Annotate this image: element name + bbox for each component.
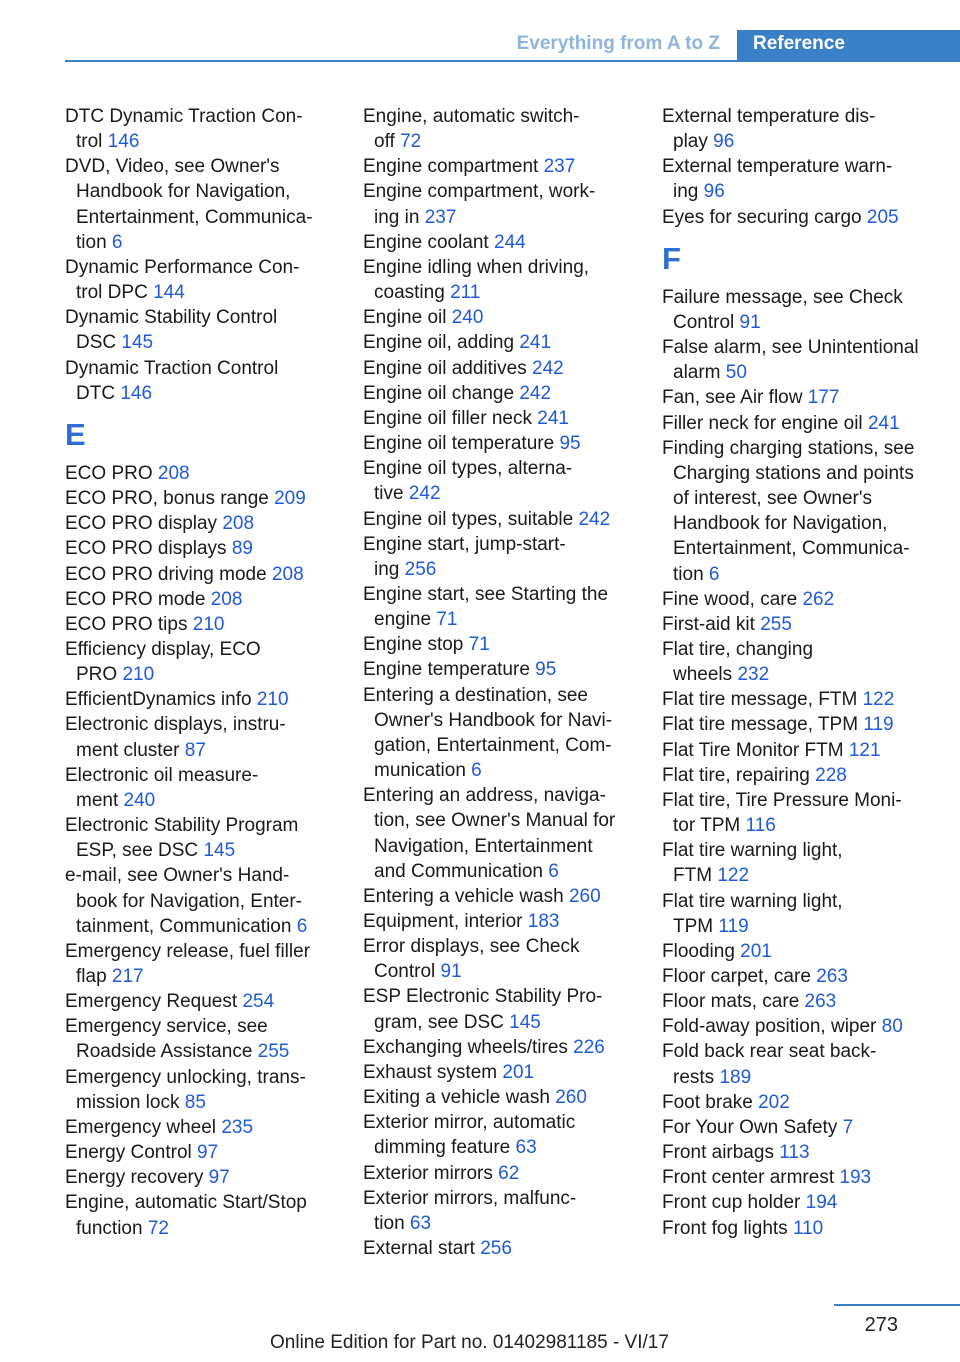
page-reference-link[interactable]: 80 <box>881 1016 903 1038</box>
index-entry: Front airbags 113 <box>662 1142 810 1164</box>
index-entry: ECO PRO driving mode 208 <box>65 563 304 585</box>
index-entry: DVD, Video, see Owner's Handbook for Navigation, Entertainment, Communica- tion 6 <box>65 156 313 253</box>
page-reference-link[interactable]: 121 <box>848 739 881 761</box>
page-reference-link[interactable]: 113 <box>779 1142 810 1164</box>
index-entry: Flat tire, Tire Pressure Moni- tor TPM 116 <box>662 789 902 837</box>
page-reference-link[interactable]: 244 <box>494 231 526 253</box>
edition-note: Online Edition for Part no. 01402981185 - VI/17 <box>270 1332 669 1353</box>
page-reference-link[interactable]: 145 <box>509 1011 541 1033</box>
index-entry: For Your Own Safety 7 <box>662 1116 854 1138</box>
page-reference-link[interactable]: 260 <box>555 1087 587 1109</box>
page-reference-link[interactable]: 205 <box>866 206 899 228</box>
page-reference-link[interactable]: 242 <box>408 483 441 505</box>
page-reference-link[interactable]: 183 <box>527 911 560 932</box>
index-entry: Error displays, see Check Control 91 <box>363 936 580 983</box>
index-entry: ECO PRO displays 89 <box>65 538 253 560</box>
page-reference-link[interactable]: 210 <box>192 613 225 635</box>
page-reference-link[interactable]: 189 <box>719 1066 752 1088</box>
index-entry: Equipment, interior 183 <box>363 911 560 932</box>
page-reference-link[interactable]: 262 <box>802 588 835 610</box>
index-entry: Fold back rear seat back- rests 189 <box>662 1041 877 1088</box>
header-chapter-tab: Reference <box>737 30 960 60</box>
page-reference-link[interactable]: 255 <box>760 613 792 635</box>
page-reference-link[interactable]: 208 <box>271 563 304 585</box>
index-entry: Entering a vehicle wash 260 <box>363 885 601 907</box>
page-reference-link[interactable]: 144 <box>153 282 185 304</box>
index-entry: Flat tire message, TPM 119 <box>662 714 894 736</box>
index-entry: Floor mats, care 263 <box>662 991 837 1013</box>
index-entry: Engine stop 71 <box>363 634 490 656</box>
page-reference-link[interactable]: 208 <box>157 462 190 484</box>
index-entry: External start 256 <box>363 1238 512 1260</box>
index-entry: Engine oil types, suitable 242 <box>363 508 611 530</box>
page-reference-link[interactable]: 228 <box>815 764 847 786</box>
page-reference-link[interactable]: 242 <box>578 508 611 530</box>
index-entry: Foot brake 202 <box>662 1091 790 1113</box>
page-number: 273 <box>864 1314 898 1336</box>
index-entry: Failure message, see Check Control 91 <box>662 286 903 333</box>
index-entry: Engine oil filler neck 241 <box>363 407 569 429</box>
index-entry: Engine compartment, work- ing in 237 <box>363 181 596 228</box>
page-reference-link[interactable]: 201 <box>502 1061 535 1083</box>
page-reference-link[interactable]: 89 <box>231 538 253 560</box>
index-entry: Flat tire warning light, TPM 119 <box>662 890 843 937</box>
page-reference-link[interactable]: 97 <box>208 1167 230 1189</box>
page-reference-link[interactable]: 242 <box>532 357 564 379</box>
page-reference-link[interactable]: 72 <box>147 1217 169 1239</box>
index-entry: e-mail, see Owner's Hand- book for Navigation, Enter- tainment, Communication 6 <box>65 865 308 937</box>
index-entry: Exterior mirrors 62 <box>363 1162 520 1184</box>
page-reference-link[interactable]: 116 <box>745 815 776 837</box>
index-entry: Dynamic Stability Control DSC 145 <box>65 307 278 354</box>
index-entry: Engine oil temperature 95 <box>363 433 581 455</box>
page-reference-link[interactable]: 122 <box>717 865 750 887</box>
page-reference-link[interactable]: 96 <box>713 131 735 153</box>
page-reference-link[interactable]: 208 <box>210 588 243 610</box>
index-entry: Fine wood, care 262 <box>662 588 835 610</box>
index-entry: Energy Control 97 <box>65 1142 219 1164</box>
index-entry: Floor carpet, care 263 <box>662 966 848 987</box>
index-entry: First-aid kit 255 <box>662 613 792 635</box>
page-reference-link[interactable]: 96 <box>703 181 725 203</box>
header-rule <box>65 60 960 62</box>
page-reference-link[interactable]: 146 <box>120 382 153 404</box>
index-column-1 <box>65 104 350 1241</box>
index-entry: Flat tire, repairing 228 <box>662 764 847 786</box>
index-entry: False alarm, see Unintentional alarm 50 <box>662 337 919 384</box>
index-entry: Engine oil change 242 <box>363 382 552 404</box>
page-reference-link[interactable]: 211 <box>450 282 481 304</box>
index-entry: Exchanging wheels/tires 226 <box>363 1036 605 1058</box>
index-entry: Flat tire, changing wheels 232 <box>662 638 814 686</box>
header-section-title: Everything from A to Z <box>516 33 720 54</box>
footer-rule <box>834 1304 960 1306</box>
index-entry: Emergency Request 254 <box>65 991 275 1013</box>
index-entry: Entering an address, naviga- tion, see Owner's Manual for Navigation, Entertainment and Communication 6 <box>363 785 616 882</box>
page-reference-link[interactable]: 87 <box>184 739 206 761</box>
page-reference-link[interactable]: 202 <box>758 1091 790 1113</box>
index-entry: Efficiency display, ECO PRO 210 <box>65 638 261 686</box>
index-entry: External temperature dis- play 96 <box>662 106 876 153</box>
page-reference-link[interactable]: 97 <box>197 1142 219 1164</box>
index-entry: Energy recovery 97 <box>65 1167 230 1189</box>
index-entry: Flat tire warning light, FTM 122 <box>662 840 843 887</box>
page-reference-link[interactable]: 256 <box>480 1238 512 1260</box>
page-reference-link[interactable]: 194 <box>805 1192 838 1214</box>
index-entry: Exiting a vehicle wash 260 <box>363 1087 587 1109</box>
index-entry: Engine compartment 237 <box>363 156 576 178</box>
index-entry: Entering a destination, see Owner's Handbook for Navi- gation, Entertainment, Com- munication 6 <box>363 684 613 782</box>
index-entry: ESP Electronic Stability Pro- gram, see DSC 145 <box>363 986 603 1033</box>
index-entry: EfficientDynamics info 210 <box>65 689 289 711</box>
page-reference-link[interactable]: 226 <box>573 1036 605 1058</box>
page-reference-link[interactable]: 91 <box>440 961 462 983</box>
index-entry: ECO PRO tips 210 <box>65 613 225 635</box>
page-reference-link[interactable]: 254 <box>242 991 275 1013</box>
index-section-letter: F <box>662 240 681 276</box>
index-entry: Exterior mirrors, malfunc- tion 63 <box>363 1187 577 1234</box>
page-reference-link[interactable]: 95 <box>559 433 581 455</box>
page-reference-link[interactable]: 6 <box>296 915 308 937</box>
page-reference-link[interactable]: 210 <box>256 689 289 711</box>
page-reference-link[interactable]: 177 <box>807 387 840 409</box>
page-reference-link[interactable]: 71 <box>436 609 458 631</box>
page-reference-link[interactable]: 50 <box>725 362 747 384</box>
page-reference-link[interactable]: 201 <box>740 940 772 962</box>
index-entry: Dynamic Performance Con- trol DPC 144 <box>65 256 300 304</box>
page-reference-link[interactable]: 145 <box>203 840 236 862</box>
index-entry: Engine idling when driving, coasting 211 <box>363 256 590 304</box>
page-reference-link[interactable]: 62 <box>498 1162 520 1184</box>
page-reference-link[interactable]: 146 <box>107 131 140 153</box>
index-entry: Engine, automatic Start/Stop function 72 <box>65 1192 307 1239</box>
index-entry: ECO PRO 208 <box>65 462 190 484</box>
index-entry: Filler neck for engine oil 241 <box>662 412 900 434</box>
page-reference-link[interactable]: 119 <box>863 714 894 736</box>
index-entry: Emergency service, see Roadside Assistance 255 <box>65 1016 290 1063</box>
page-reference-link[interactable]: 193 <box>839 1167 872 1189</box>
index-entry: Fold-away position, wiper 80 <box>662 1016 903 1038</box>
index-entry: Electronic oil measure- ment 240 <box>65 764 259 811</box>
index-entry: Engine oil types, alterna- tive 242 <box>363 458 573 505</box>
index-entry: ECO PRO, bonus range 209 <box>65 488 306 510</box>
page-reference-link[interactable]: 6 <box>548 860 559 882</box>
page-reference-link[interactable]: 63 <box>515 1137 537 1159</box>
page-reference-link[interactable]: 241 <box>867 412 900 434</box>
index-entry: Engine start, jump-start- ing 256 <box>363 533 566 580</box>
page-reference-link[interactable]: 217 <box>111 966 144 987</box>
page-reference-link[interactable]: 95 <box>535 659 557 681</box>
page-reference-link[interactable]: 145 <box>121 332 154 354</box>
index-entry: Finding charging stations, see Charging stations and points of interest, see Owner's Handbook for Navigation, Entertainment, Communica- tion 6 <box>662 437 915 585</box>
page-reference-link[interactable]: 260 <box>568 885 601 907</box>
index-entry: Engine oil additives 242 <box>363 357 564 379</box>
index-entry: Engine oil, adding 241 <box>363 332 552 354</box>
page-reference-link[interactable]: 242 <box>519 382 552 404</box>
index-entry: Front fog lights 110 <box>662 1217 824 1239</box>
page-reference-link[interactable]: 235 <box>221 1116 254 1138</box>
page-reference-link[interactable]: 7 <box>842 1116 854 1138</box>
index-entry: Electronic displays, instru- ment cluster 87 <box>65 714 286 761</box>
page-reference-link[interactable]: 263 <box>816 966 848 987</box>
index-entry: Exhaust system 201 <box>363 1061 535 1083</box>
page-reference-link[interactable]: 71 <box>468 634 490 656</box>
page-reference-link[interactable]: 240 <box>123 789 156 811</box>
index-entry: Engine temperature 95 <box>363 659 557 681</box>
index-entry: Flooding 201 <box>662 940 772 962</box>
index-entry: Engine start, see Starting the engine 71 <box>363 583 609 631</box>
index-column-3 <box>662 104 947 1241</box>
page-reference-link[interactable]: 119 <box>718 915 749 937</box>
index-column-2 <box>363 104 648 1261</box>
page-reference-link[interactable]: 208 <box>222 513 255 535</box>
page-reference-link[interactable]: 241 <box>519 332 552 354</box>
page-reference-link[interactable]: 240 <box>451 307 484 329</box>
page-reference-link[interactable]: 85 <box>184 1091 206 1113</box>
page-reference-link[interactable]: 241 <box>537 407 569 429</box>
index-entry: Electronic Stability Program ESP, see DSC 145 <box>65 815 299 862</box>
index-entry: Front cup holder 194 <box>662 1192 838 1214</box>
index-entry: ECO PRO display 208 <box>65 513 255 535</box>
index-entry: Exterior mirror, automatic dimming feature 63 <box>363 1112 576 1159</box>
index-entry: ECO PRO mode 208 <box>65 588 243 610</box>
page-reference-link[interactable]: 6 <box>708 563 720 585</box>
index-entry: Emergency release, fuel filler flap 217 <box>65 940 310 987</box>
page-reference-link[interactable]: 122 <box>862 689 895 711</box>
page-reference-link[interactable]: 237 <box>424 206 457 228</box>
index-entry: Flat tire message, FTM 122 <box>662 689 895 711</box>
index-entry: Flat Tire Monitor FTM 121 <box>662 739 881 761</box>
page-reference-link[interactable]: 232 <box>737 664 770 686</box>
index-entry: Front center armrest 193 <box>662 1167 872 1189</box>
index-section-letter: E <box>65 416 86 452</box>
index-entry: Emergency wheel 235 <box>65 1116 254 1138</box>
page-reference-link[interactable]: 6 <box>111 231 123 253</box>
index-entry: Emergency unlocking, trans- mission lock 85 <box>65 1066 306 1113</box>
index-entry: Engine coolant 244 <box>363 231 526 253</box>
index-entry: Eyes for securing cargo 205 <box>662 206 899 228</box>
index-entry: External temperature warn- ing 96 <box>662 156 893 203</box>
page-reference-link[interactable]: 91 <box>739 311 761 333</box>
page-reference-link[interactable]: 255 <box>257 1041 290 1063</box>
page-reference-link[interactable]: 209 <box>274 488 306 510</box>
index-entry: Engine oil 240 <box>363 307 484 329</box>
page-reference-link[interactable]: 263 <box>804 991 837 1013</box>
page-reference-link[interactable]: 72 <box>400 131 422 153</box>
page-reference-link[interactable]: 63 <box>409 1212 432 1234</box>
index-entry: Dynamic Traction Control DTC 146 <box>65 357 279 404</box>
page-reference-link[interactable]: 256 <box>404 558 437 580</box>
page-reference-link[interactable]: 210 <box>122 664 155 686</box>
index-entry: Fan, see Air flow 177 <box>662 387 840 409</box>
page-reference-link[interactable]: 237 <box>543 156 576 178</box>
page-reference-link[interactable]: 110 <box>792 1217 824 1239</box>
index-entry: Engine, automatic switch- off 72 <box>363 106 580 153</box>
page-reference-link[interactable]: 6 <box>471 760 482 782</box>
index-entry: DTC Dynamic Traction Con- trol 146 <box>65 106 303 153</box>
